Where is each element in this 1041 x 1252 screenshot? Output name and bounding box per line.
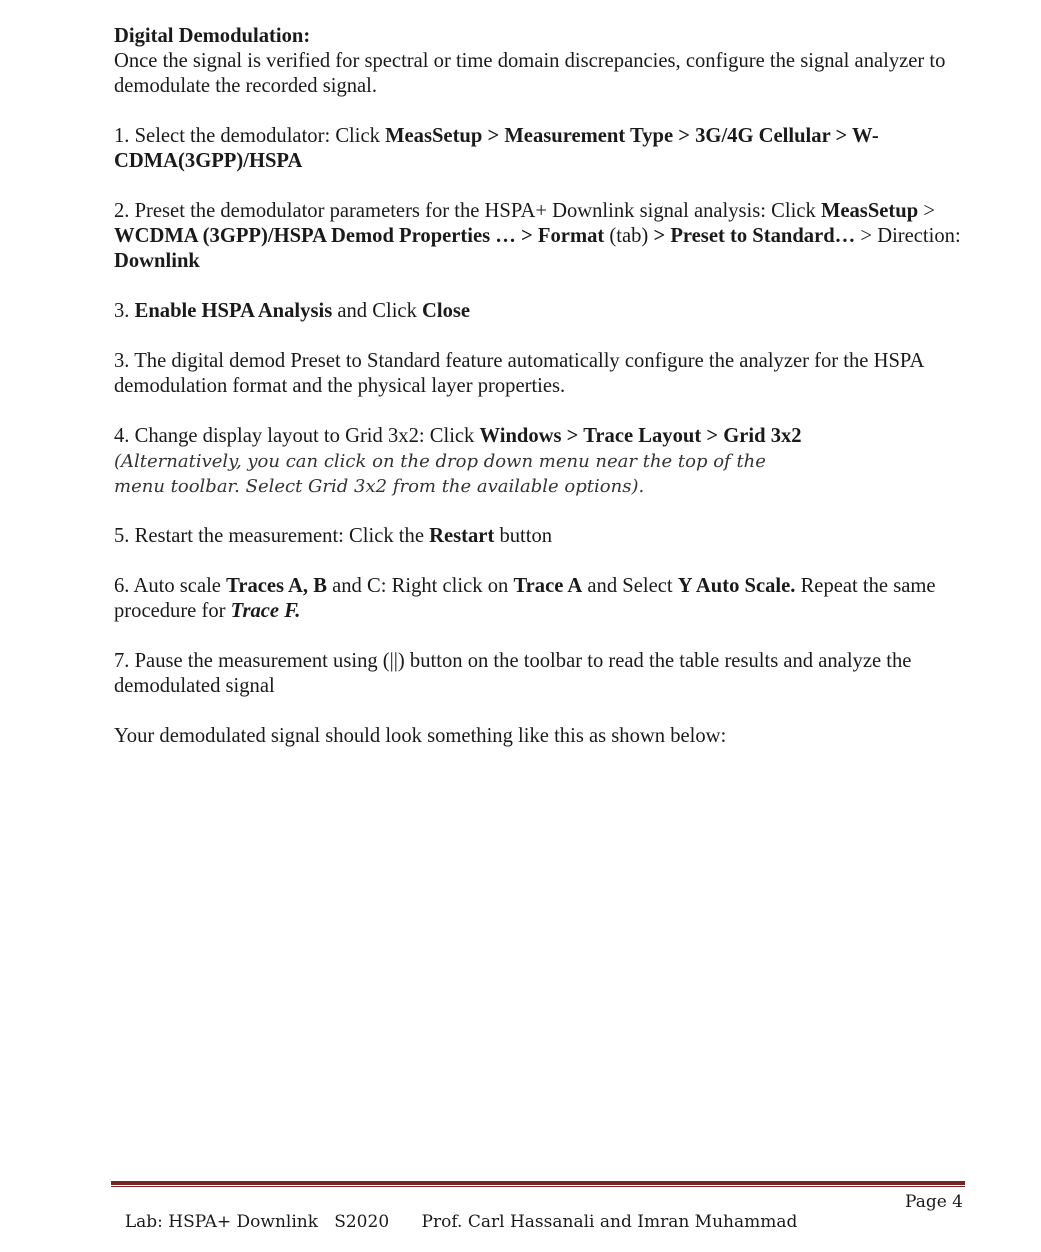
document-body xyxy=(114,24,974,774)
closing-text: Your demodulated signal should look something like this as shown below: xyxy=(114,725,727,747)
footer-divider-thick xyxy=(111,1181,965,1185)
footer-page-number: Page 4 xyxy=(905,1192,963,1212)
step-2-direction-value: Downlink xyxy=(114,250,200,272)
step-3b xyxy=(114,349,974,399)
step-3a xyxy=(114,299,974,324)
step-4-alternative-line-1: (Alternatively, you can click on the drop down menu near the top of the xyxy=(114,451,766,472)
step-2-path-properties: WCDMA (3GPP)/HSPA Demod Properties … > Format xyxy=(114,225,605,247)
step-2-direction-label: > Direction: xyxy=(855,225,961,247)
intro-section xyxy=(114,24,974,99)
step-2-separator: > xyxy=(918,200,935,222)
step-5-button: Restart xyxy=(429,525,495,547)
footer-divider-thin xyxy=(111,1186,965,1187)
step-5 xyxy=(114,524,974,549)
step-4-lead: 4. Change display layout to Grid 3x2: Click xyxy=(114,425,480,447)
step-5-lead: 5. Restart the measurement: Click the xyxy=(114,525,430,547)
step-2 xyxy=(114,199,974,274)
footer-course-info: Lab: HSPA+ Downlink S2020 Prof. Carl Hassanali and Imran Muhammad xyxy=(124,1212,798,1232)
step-4-menu-path: Windows > Trace Layout > Grid 3x2 xyxy=(479,425,802,447)
page-footer xyxy=(114,1192,963,1252)
step-3a-lead: 3. xyxy=(114,300,135,322)
step-3a-button: Close xyxy=(422,300,471,322)
step-6-y-auto-scale: Y Auto Scale. xyxy=(677,575,796,597)
step-6-lead: 6. Auto scale xyxy=(114,575,227,597)
step-2-lead: 2. Preset the demodulator parameters for the HSPA+ Downlink signal analysis: Click xyxy=(114,200,821,222)
closing-section xyxy=(114,724,974,749)
step-4 xyxy=(114,424,974,499)
step-3a-mid: and Click xyxy=(332,300,423,322)
step-4-alternative-line-2: menu toolbar. Select Grid 3x2 from the available options). xyxy=(114,476,645,497)
step-5-tail: button xyxy=(494,525,553,547)
step-2-path-meassetup: MeasSetup xyxy=(820,200,919,222)
intro-text: Once the signal is verified for spectral or time domain discrepancies, configure the signal analyzer to demodulate the recorded signal. xyxy=(114,50,946,97)
footer-divider xyxy=(111,1181,965,1188)
step-2-path-preset: > Preset to Standard… xyxy=(653,225,856,247)
step-3b-text: 3. The digital demod Preset to Standard feature automatically configure the analyzer for the HSPA demodulation format and the physical layer properties. xyxy=(114,350,924,397)
step-6 xyxy=(114,574,974,624)
step-7-text: 7. Pause the measurement using (||) button on the toolbar to read the table results and analyze the demodulated signal xyxy=(114,650,912,697)
step-6-mid-1: and C: Right click on xyxy=(326,575,514,597)
step-6-traces: Traces A, B xyxy=(226,575,327,597)
step-7 xyxy=(114,649,974,699)
step-6-mid-3: Repeat the same procedure for xyxy=(114,575,936,622)
step-6-mid-2: and Select xyxy=(582,575,678,597)
step-6-trace-f: Trace F. xyxy=(230,600,301,622)
step-3a-action: Enable HSPA Analysis xyxy=(134,300,333,322)
step-1 xyxy=(114,124,974,174)
step-2-tab-note: (tab) xyxy=(604,225,654,247)
section-heading: Digital Demodulation: xyxy=(114,25,311,47)
step-1-menu-path: MeasSetup > Measurement Type > 3G/4G Cellular > W-CDMA(3GPP)/HSPA xyxy=(114,125,879,172)
step-6-trace-a: Trace A xyxy=(513,575,583,597)
step-1-lead: 1. Select the demodulator: Click xyxy=(114,125,386,147)
